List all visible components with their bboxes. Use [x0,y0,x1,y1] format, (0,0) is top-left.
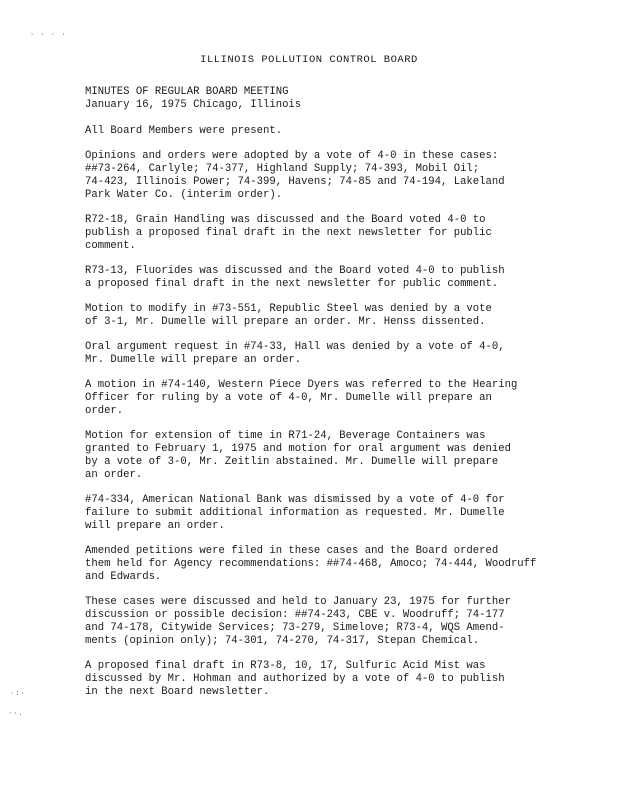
scan-speck-left-1: ·:· [10,690,26,698]
minutes-body [85,86,575,711]
minutes-heading-title: MINUTES OF REGULAR BOARD MEETING [85,86,289,98]
paragraph-sulfuric-acid-mist: A proposed final draft in R73-8, 10, 17, Sulfuric Acid Mist was discussed by Mr. Hohman and authorized by a vote of 4-0 to publish in the next Board newsletter. [85,660,505,698]
paragraph-western-piece-dyers: A motion in #74-140, Western Piece Dyers was referred to the Hearing Officer for ruling by a vote of 4-0, Mr. Dumelle will prepare an order. [85,379,518,417]
paragraph-cases-held: These cases were discussed and held to January 23, 1975 for further discussion or possible decision: ##74-243, CBE v. Woodruff; 74-177 and 74-178, Citywide Services; 73-279, Simelove; R73-4, WQS Amend- ments (opinion only); 74-301, 74-270, 74-317, Stepan Chemical. [85,596,511,647]
scan-speck-top-left: · · · · [30,31,67,39]
paragraph-opinions-adopted: Opinions and orders were adopted by a vote of 4-0 in these cases: ##73-264, Carlyle; 74-377, Highland Supply; 74-393, Mobil Oil; 74-423, Illinois Power; 74-399, Havens; 74-85 and 74-194, Lakeland Park Water Co. (interim order). [85,150,505,201]
minutes-heading [85,86,575,112]
paragraph-attendance: All Board Members were present. [85,125,283,137]
document-title: ILLINOIS POLLUTION CONTROL BOARD [200,54,418,66]
paragraph-republic-steel: Motion to modify in #73-551, Republic Steel was denied by a vote of 3-1, Mr. Dumelle will prepare an order. Mr. Henss dissented. [85,303,492,328]
paragraph-fluorides: R73-13, Fluorides was discussed and the Board voted 4-0 to publish a proposed final draft in the next newsletter for public comment. [85,265,505,290]
paragraph-hall-oral-argument: Oral argument request in #74-33, Hall was denied by a vote of 4-0, Mr. Dumelle will prepare an order. [85,341,505,366]
paragraph-beverage-containers: Motion for extension of time in R71-24, Beverage Containers was granted to February 1, 1975 and motion for oral argument was denied by a vote of 3-0, Mr. Zeitlin abstained. Mr. Dumelle will prepare an order. [85,430,511,481]
paragraph-grain-handling: R72-18, Grain Handling was discussed and the Board voted 4-0 to publish a proposed final draft in the next newsletter for public comment. [85,214,492,252]
scan-speck-left-2: ··. [8,710,24,718]
paragraph-american-national-bank: #74-334, American National Bank was dismissed by a vote of 4-0 for failure to submit additional information as requested. Mr. Dumelle will prepare an order. [85,494,505,532]
paragraph-amended-petitions: Amended petitions were filed in these cases and the Board ordered them held for Agency recommendations: ##74-468, Amoco; 74-444, Woodruff and Edwards. [85,545,537,583]
minutes-heading-date: January 16, 1975 Chicago, Illinois [85,99,302,111]
